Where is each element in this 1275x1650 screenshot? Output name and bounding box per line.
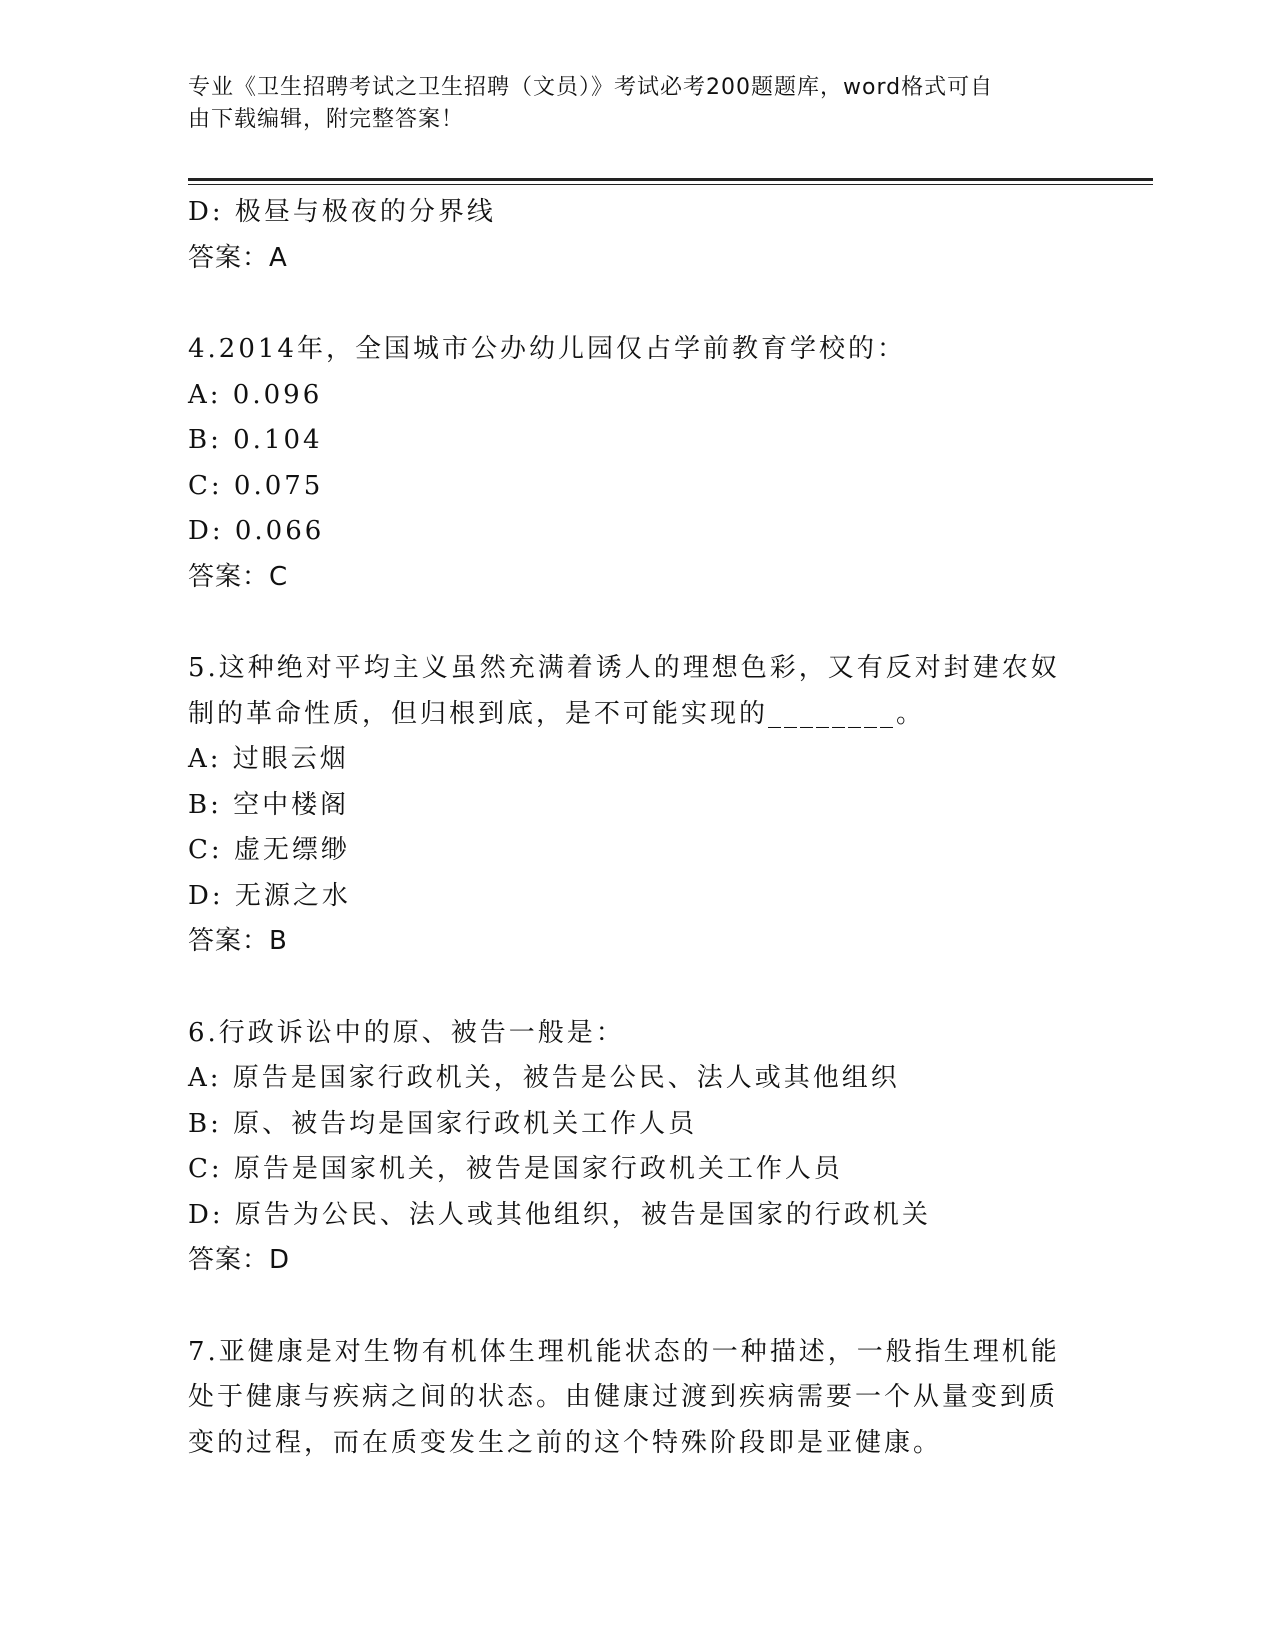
question-6-answer: 答案：D [188,1245,291,1275]
document-header [188,72,1058,136]
header-divider-thick [188,178,1153,181]
question-4-option-b: B: 0.104 [188,425,323,455]
question-5-answer: 答案：B [188,926,288,956]
question-6-option-d: D: 原告为公民、法人或其他组织，被告是国家的行政机关 [188,1199,931,1230]
spacer [188,281,1068,327]
spacer [188,965,1068,1011]
question-5-option-b: B: 空中楼阁 [188,789,350,820]
spacer [188,600,1068,646]
question-7-stem [188,1330,1068,1467]
question-5-stem-line-1: 5.这种绝对平均主义虽然充满着诱人的理想色彩，又有反对封建农奴 [188,653,1060,683]
question-5-stem-line-2: 制的革命性质，但归根到底，是不可能实现的________。 [188,698,926,729]
spacer [188,1284,1068,1330]
question-5-option-a: A: 过眼云烟 [188,744,349,774]
question-6-option-a: A: 原告是国家行政机关，被告是公民、法人或其他组织 [188,1063,900,1093]
question-5-option-c: C: 虚无缥缈 [188,835,350,865]
header-divider-thin [188,184,1153,185]
question-7-stem-line-3: 变的过程，而在质变发生之前的这个特殊阶段即是亚健康。 [188,1427,943,1458]
question-6-option-c: C: 原告是国家机关，被告是国家行政机关工作人员 [188,1154,843,1184]
question-5-option-d: D: 无源之水 [188,880,351,911]
question-list [188,190,1068,1466]
question-6-option-b: B: 原、被告均是国家行政机关工作人员 [188,1108,698,1139]
question-4-option-a: A: 0.096 [188,379,323,410]
question-4-stem: 4.2014年，全国城市公办幼儿园仅占学前教育学校的： [188,334,906,364]
header-line-1: 专业《卫生招聘考试之卫生招聘（文员）》考试必考200题题库，word格式可自 [188,75,994,100]
header-line-2: 由下载编辑，附完整答案！ [188,107,465,132]
answer-line: 答案：A [188,242,288,273]
question-4-option-c: C: 0.075 [188,470,324,501]
question-5-stem [188,646,1068,737]
option-d: D: 极昼与极夜的分界线 [188,197,496,227]
question-7-stem-line-1: 7.亚健康是对生物有机体生理机能状态的一种描述，一般指生理机能 [188,1336,1060,1367]
question-6-stem: 6.行政诉讼中的原、被告一般是： [188,1017,625,1048]
question-4-answer: 答案：C [188,561,289,592]
question-4-option-d: D: 0.066 [188,516,325,546]
question-7-stem-line-2: 处于健康与疾病之间的状态。由健康过渡到疾病需要一个从量变到质 [188,1382,1059,1412]
